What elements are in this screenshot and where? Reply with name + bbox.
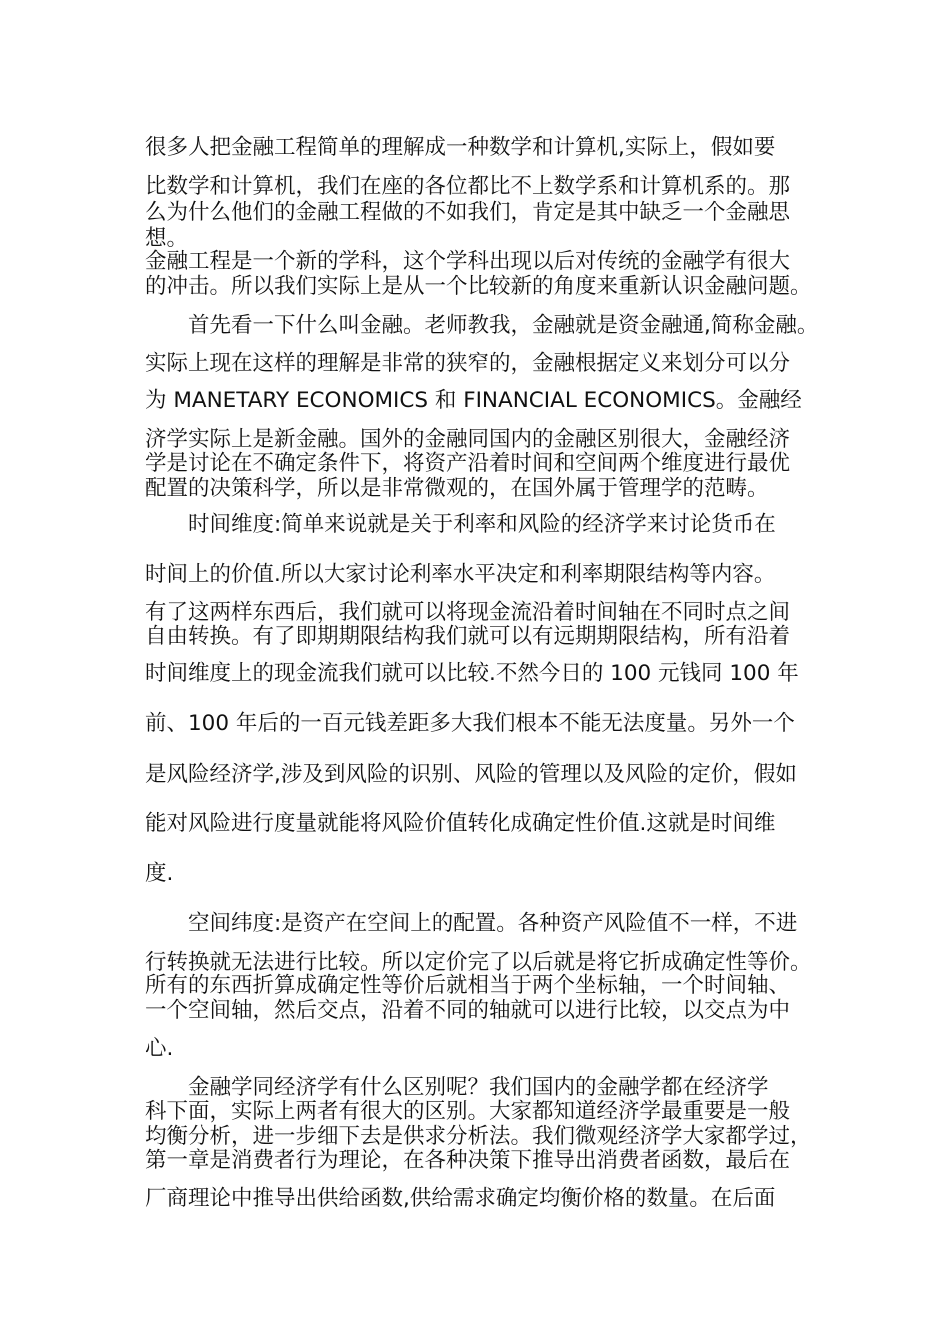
text-line: 心. (145, 1036, 174, 1061)
text-line: 时间上的价值.所以大家讨论利率水平决定和利率期限结构等内容。 (145, 562, 776, 587)
text-line: 为 MANETARY ECONOMICS 和 FINANCIAL ECONOMICS。金融经 (145, 388, 802, 413)
text-line: 金融工程是一个新的学科，这个学科出现以后对传统的金融学有很大 (145, 249, 791, 274)
text-line: 是风险经济学,涉及到风险的识别、风险的管理以及风险的定价，假如 (145, 762, 797, 787)
text-line: 科下面，实际上两者有很大的区别。大家都知道经济学最重要是一般 (145, 1099, 791, 1124)
text-line: 有了这两样东西后，我们就可以将现金流沿着时间轴在不同时点之间 (145, 600, 791, 625)
paragraph-start-line: 空间纬度:是资产在空间上的配置。各种资产风险值不一样，不进 (188, 911, 798, 936)
text-line: 厂商理论中推导出供给函数,供给需求确定均衡价格的数量。在后面 (145, 1186, 776, 1211)
text-line: 行转换就无法进行比较。所以定价完了以后就是将它折成确定性等价。 (145, 950, 812, 975)
text-line: 实际上现在这样的理解是非常的狭窄的，金融根据定义来划分可以分 (145, 351, 791, 376)
text-line: 前、100 年后的一百元钱差距多大我们根本不能无法度量。另外一个 (145, 711, 795, 736)
text-line: 能对风险进行度量就能将风险价值转化成确定性价值.这就是时间维 (145, 811, 776, 836)
text-line: 很多人把金融工程简单的理解成一种数学和计算机,实际上，假如要 (145, 135, 776, 160)
text-line: 配置的决策科学，所以是非常微观的，在国外属于管理学的范畴。 (145, 476, 769, 501)
text-line: 一个空间轴，然后交点，沿着不同的轴就可以进行比较，以交点为中 (145, 998, 791, 1023)
paragraph-start-line: 时间维度:简单来说就是关于利率和风险的经济学来讨论货币在 (188, 512, 776, 537)
text-line: 济学实际上是新金融。国外的金融同国内的金融区别很大，金融经济 (145, 427, 791, 452)
text-line: 均衡分析，进一步细下去是供求分析法。我们微观经济学大家都学过， (145, 1124, 812, 1149)
text-line: 的冲击。所以我们实际上是从一个比较新的角度来重新认识金融问题。 (145, 274, 812, 299)
paragraph-start-line: 金融学同经济学有什么区别呢？我们国内的金融学都在经济学 (188, 1075, 769, 1100)
text-line: 度. (145, 861, 174, 886)
paragraph-start-line: 首先看一下什么叫金融。老师教我，金融就是资金融通,简称金融。 (188, 313, 819, 338)
text-line: 比数学和计算机，我们在座的各位都比不上数学系和计算机系的。那 (145, 174, 791, 199)
text-line: 么为什么他们的金融工程做的不如我们，肯定是其中缺乏一个金融思 (145, 200, 791, 225)
text-line: 学是讨论在不确定条件下，将资产沿着时间和空间两个维度进行最优 (145, 451, 791, 476)
text-line: 想。 (145, 226, 189, 251)
text-line: 第一章是消费者行为理论，在各种决策下推导出消费者函数，最后在 (145, 1148, 791, 1173)
text-line: 时间维度上的现金流我们就可以比较.不然今日的 100 元钱同 100 年 (145, 661, 799, 686)
text-line: 所有的东西折算成确定性等价后就相当于两个坐标轴，一个时间轴、 (145, 973, 791, 998)
text-line: 自由转换。有了即期期限结构我们就可以有远期期限结构，所有沿着 (145, 624, 791, 649)
